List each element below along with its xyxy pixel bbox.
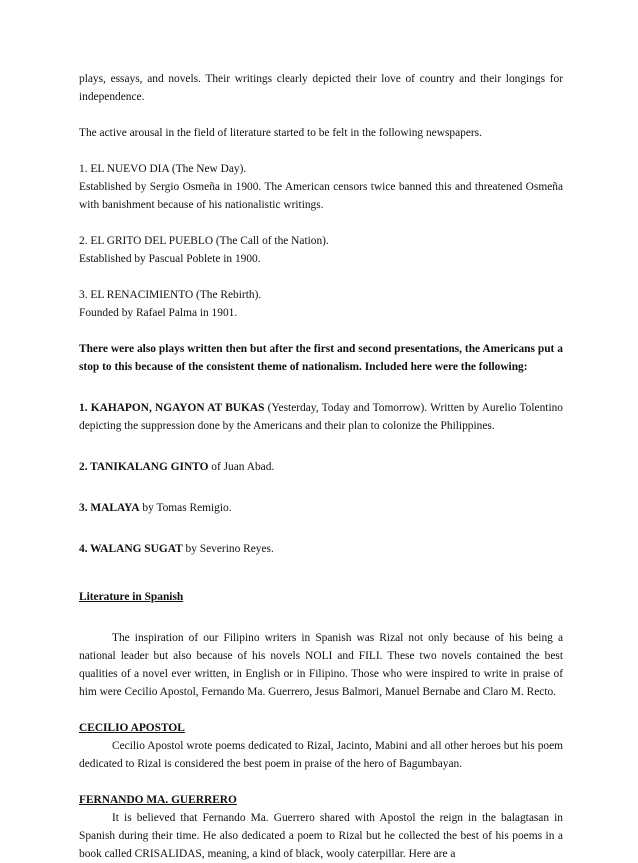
plays-intro: There were also plays written then but after the first and second presentations, the Americans put a stop to this because of the consistent theme of nationalism. Included here were the following: [79, 343, 563, 373]
newspaper-description: Established by Pascual Poblete in 1900. [79, 253, 261, 265]
play-title: 1. KAHAPON, NGAYON AT BUKAS [79, 402, 265, 414]
guerrero-body: It is believed that Fernando Ma. Guerrero shared with Apostol the reign in the balagtasan in Spanish during their time. He also dedicated a poem to Rizal but he collected the best of his poems in a book called CRISALIDAS, meaning, a kind of black, wooly caterpillar. Here are a [79, 812, 563, 860]
newspaper-title: 1. EL NUEVO DIA (The New Day). [79, 163, 247, 175]
play-description: (Yesterday, Today and Tomorrow). Written by Aurelio Tolentino depicting the suppression done by the Americans and their plan to colonize the Philippines. [79, 402, 563, 432]
play-item-4 [79, 540, 563, 558]
intro-paragraph: plays, essays, and novels. Their writings clearly depicted their love of country and their longings for independence. [79, 73, 563, 103]
play-item-3 [79, 499, 563, 517]
newspaper-item-1 [79, 160, 563, 214]
newspaper-description: Founded by Rafael Palma in 1901. [79, 307, 238, 319]
play-description: of Juan Abad. [208, 461, 275, 473]
play-description: by Severino Reyes. [182, 543, 274, 555]
newspaper-item-3 [79, 286, 563, 322]
play-title: 3. MALAYA [79, 502, 140, 514]
play-title: 4. WALANG SUGAT [79, 543, 183, 555]
newspaper-description: Established by Sergio Osmeña in 1900. The American censors twice banned this and threatened Osmeña with banishment because of his nationalistic writings. [79, 181, 563, 211]
page-content [79, 70, 563, 863]
newspaper-title: 3. EL RENACIMIENTO (The Rebirth). [79, 289, 262, 301]
play-item-1 [79, 399, 563, 435]
newspaper-item-2 [79, 232, 563, 268]
play-item-2 [79, 458, 563, 476]
section-heading-apostol: CECILIO APOSTOL [79, 722, 185, 734]
section-heading-guerrero: FERNANDO MA. GUERRERO [79, 794, 237, 806]
literature-spanish-body: The inspiration of our Filipino writers in Spanish was Rizal not only because of his being a national leader but also because of his novels NOLI and FILI. These two novels contained the best qualities of a novel ever written, in English or in Filipino. Those who were inspired to write in praise of him were Cecilio Apostol, Fernando Ma. Guerrero, Jesus Balmori, Manuel Bernabe and Claro M. Recto. [79, 632, 563, 698]
newspaper-title: 2. EL GRITO DEL PUEBLO (The Call of the Nation). [79, 235, 329, 247]
newspapers-intro: The active arousal in the field of literature started to be felt in the following newspapers. [79, 127, 482, 139]
apostol-body: Cecilio Apostol wrote poems dedicated to Rizal, Jacinto, Mabini and all other heroes but his poem dedicated to Rizal is considered the best poem in praise of the hero of Bagumbayan. [79, 740, 563, 770]
play-description: by Tomas Remigio. [139, 502, 232, 514]
play-title: 2. TANIKALANG GINTO [79, 461, 209, 473]
section-heading-literature-spanish: Literature in Spanish [79, 591, 184, 603]
